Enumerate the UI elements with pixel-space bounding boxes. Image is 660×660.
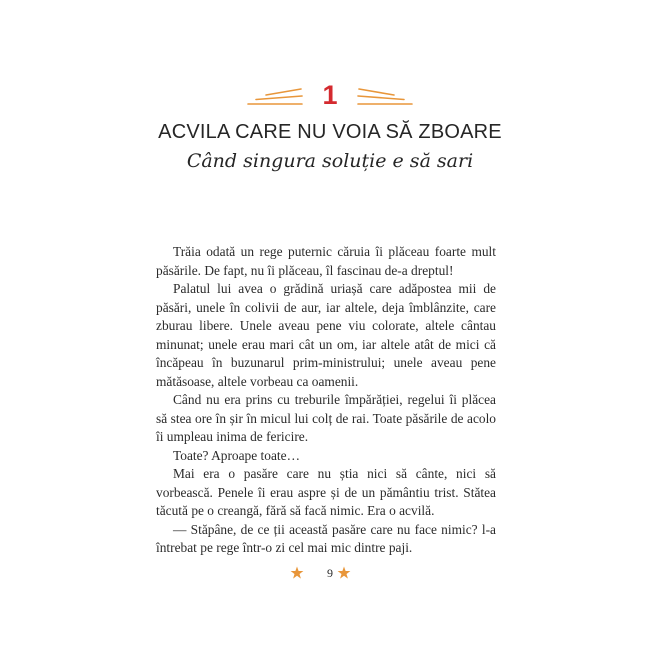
paragraph: Când nu era prins cu treburile împărăției, regelui îi plăcea să stea ore în șir în micul lui colț de rai. Toate păsările de acolo îi umpleau inima de fericire. (156, 392, 496, 444)
right-rays-icon (358, 89, 412, 104)
chapter-subtitle: Când singura soluție e să sari (186, 150, 474, 172)
left-rays-icon (248, 89, 302, 104)
paragraph: Palatul lui avea o grădină uriașă care adăpostea mii de păsări, unele în colivii de aur, iar altele, deja îmblânzite, care zburau libere. Unele aveau pene viu colorate, altele cântau minunat; unele erau mari cât un om, iar altele atât de mici că încăpeau în buzunarul prim-ministrului; unele aveau pene mătăsoase, altele vorbeau ca oamenii. (156, 281, 496, 389)
chapter-title: ACVILA CARE NU VOIA SĂ ZBOARE (158, 121, 502, 143)
paragraph: Mai era o pasăre care nu știa nici să cânte, nici să vorbească. Penele îi erau aspre și de un pământiu trist. Stătea tăcută pe o creangă, fără să facă nimic. Era o acvilă. (156, 466, 496, 518)
chapter-number: 1 (322, 80, 338, 110)
paragraph: — Stăpâne, de ce ții această pasăre care nu face nimic? l-a întrebat pe rege într-o zi cel mai mic dintre paji. (156, 521, 496, 555)
body-text (156, 243, 496, 558)
paragraph: Trăia odată un rege puternic căruia îi plăceau foarte mult păsările. De fapt, nu îi plăceau, îl fascinau de-a dreptul! (156, 244, 496, 278)
page-number: 9 (327, 566, 333, 580)
paragraph: Toate? Aproape toate… (173, 447, 300, 463)
star-icon (291, 567, 304, 579)
